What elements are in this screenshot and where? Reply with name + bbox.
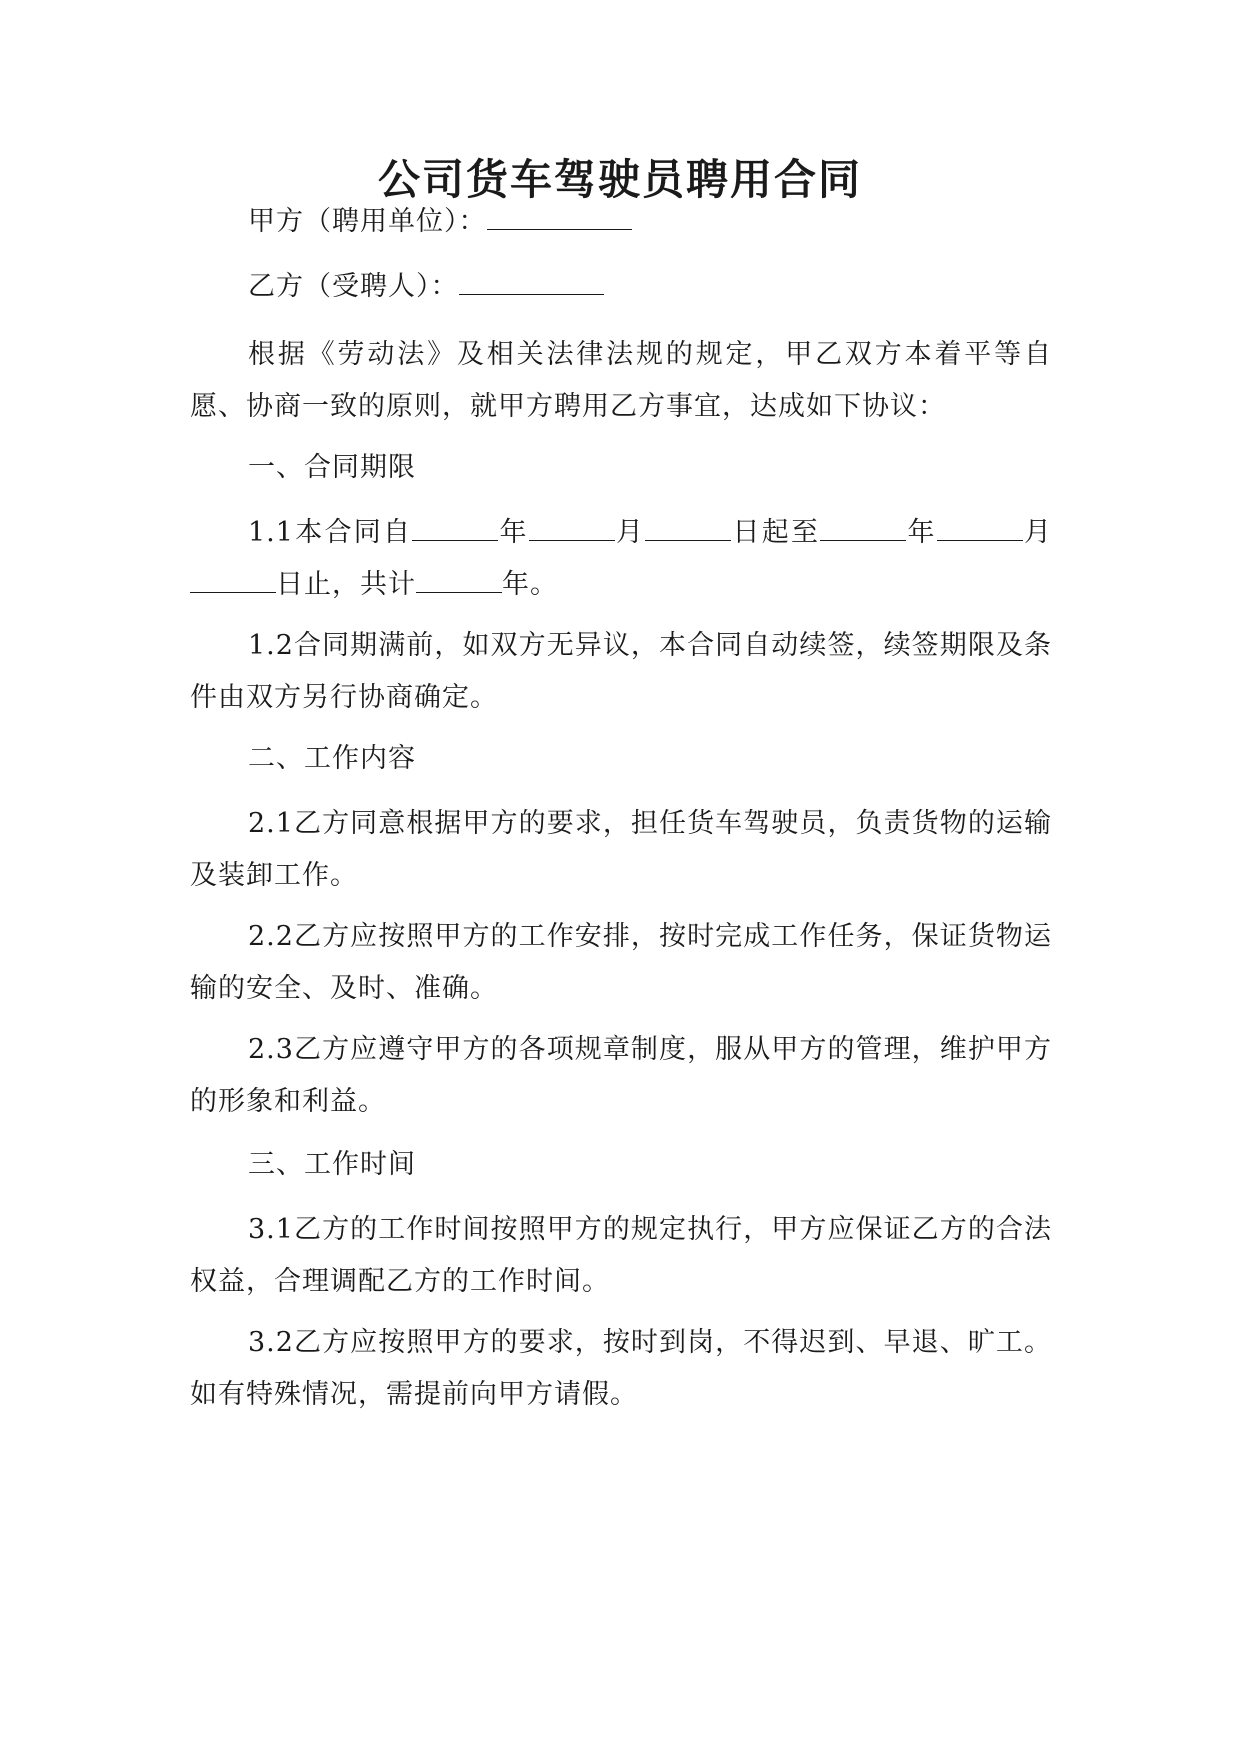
section-2-heading: 二、工作内容 <box>248 743 416 774</box>
party-b-line <box>190 261 1052 313</box>
section-3-heading: 三、工作时间 <box>248 1149 416 1180</box>
end-year-label: 年 <box>906 517 937 548</box>
party-a-label: 甲方（聘用单位）： <box>248 206 487 237</box>
end-day-label: 日止，共计 <box>276 569 416 600</box>
end-month-label: 月 <box>1022 517 1053 548</box>
party-b-blank[interactable] <box>459 264 604 295</box>
clause-1-1-prefix: 1.1本合同自 <box>248 517 413 548</box>
clause-1-1 <box>190 507 1052 611</box>
clause-1-2: 1.2合同期满前，如双方无异议，本合同自动续签，续签期限及条件由双方另行协商确定。 <box>190 630 1052 713</box>
end-day-blank[interactable] <box>190 562 276 593</box>
clause-2-2: 2.2乙方应按照甲方的工作安排，按时完成工作任务，保证货物运输的安全、及时、准确。 <box>190 921 1052 1004</box>
party-a-line <box>190 196 1052 248</box>
preamble-paragraph: 根据《劳动法》及相关法律法规的规定，甲乙双方本着平等自愿、协商一致的原则，就甲方聘用乙方事宜，达成如下协议： <box>190 339 1052 422</box>
start-day-label: 日起至 <box>731 517 821 548</box>
total-years-blank[interactable] <box>416 562 502 593</box>
start-day-blank[interactable] <box>645 510 731 541</box>
clause-2-1: 2.1乙方同意根据甲方的要求，担任货车驾驶员，负责货物的运输及装卸工作。 <box>190 808 1052 891</box>
clause-3-2: 3.2乙方应按照甲方的要求，按时到岗，不得迟到、早退、旷工。如有特殊情况，需提前向甲方请假。 <box>190 1327 1052 1410</box>
start-year-label: 年 <box>498 517 529 548</box>
party-a-blank[interactable] <box>487 199 632 230</box>
total-years-label: 年。 <box>502 569 558 600</box>
end-year-blank[interactable] <box>820 510 906 541</box>
start-month-label: 月 <box>614 517 646 548</box>
end-month-blank[interactable] <box>937 510 1023 541</box>
clause-2-3: 2.3乙方应遵守甲方的各项规章制度，服从甲方的管理，维护甲方的形象和利益。 <box>190 1034 1052 1117</box>
party-b-label: 乙方（受聘人）： <box>248 271 459 302</box>
document-title: 公司货车驾驶员聘用合同 <box>377 155 862 204</box>
section-1-heading: 一、合同期限 <box>248 452 416 483</box>
start-year-blank[interactable] <box>412 510 498 541</box>
start-month-blank[interactable] <box>529 510 615 541</box>
clause-3-1: 3.1乙方的工作时间按照甲方的规定执行，甲方应保证乙方的合法权益，合理调配乙方的工作时间。 <box>190 1214 1052 1297</box>
